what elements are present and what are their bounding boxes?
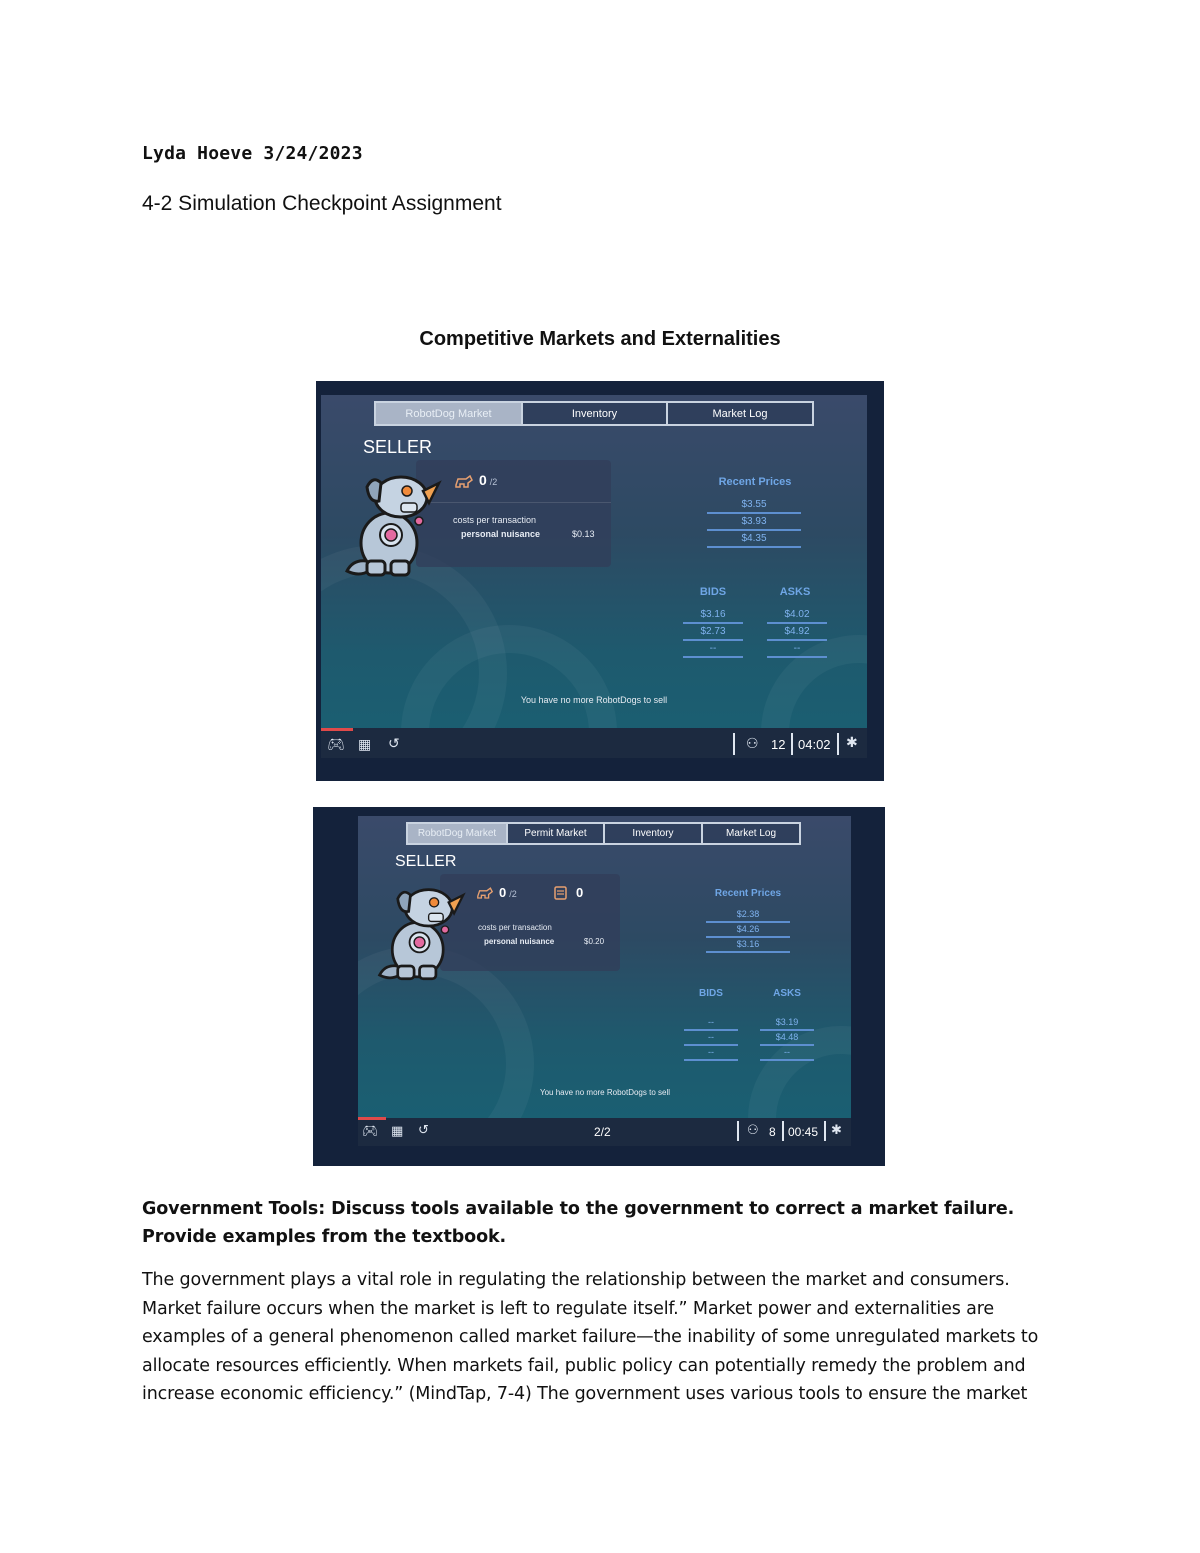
round-progress-bar [358, 1117, 386, 1120]
recent-price-row: $4.26 [706, 924, 790, 938]
permit-count: 0 [576, 885, 584, 900]
ask-row[interactable]: -- [760, 1047, 814, 1061]
tab-robotdog-market[interactable]: RobotDog Market [374, 401, 523, 426]
robotdog-count [479, 472, 497, 488]
bids-label: BIDS [699, 988, 723, 999]
card-divider [416, 502, 611, 503]
round-indicator: 2/2 [594, 1125, 611, 1139]
round-progress-bar [321, 728, 353, 731]
gamepad-icon[interactable]: 🎮︎ [327, 737, 345, 753]
bid-row[interactable]: $2.73 [683, 626, 743, 641]
tab-bar [406, 822, 799, 845]
nuisance-label: personal nuisance [484, 937, 555, 946]
tab-market-log[interactable]: Market Log [701, 822, 801, 845]
nuisance-label: personal nuisance [461, 529, 541, 539]
tab-inventory[interactable]: Inventory [603, 822, 703, 845]
bid-row[interactable]: -- [684, 1047, 738, 1061]
status-message: You have no more RobotDogs to sell [539, 1088, 670, 1097]
ask-row[interactable]: $4.48 [760, 1032, 814, 1046]
simulation-screenshot-1 [316, 381, 884, 781]
bid-row[interactable]: -- [683, 643, 743, 658]
answer-paragraph: The government plays a vital role in regulating the relationship between the market and consumers. Market failure occurs when the market is left to regulate itself.” Market power and externalities are examples of a general phenomenon called market failure—the inability of some unregulated markets to allocate resources efficiently. When markets fail, public policy can potentially remedy the problem and increase economic efficiency.” (MindTap, 7-4) The government uses various tools to ensure the market [142, 1270, 1039, 1404]
history-icon[interactable]: ↺ [388, 736, 400, 752]
robotdog-icon [372, 886, 468, 986]
simulation-screenshot-2 [313, 807, 885, 1166]
bid-row[interactable]: $3.16 [683, 609, 743, 624]
permit-icon [554, 886, 567, 900]
players-icon: ⚇ [747, 1123, 759, 1138]
simulation-screen [358, 816, 851, 1120]
recent-prices-label: Recent Prices [714, 888, 782, 899]
simulation-screen [321, 395, 867, 742]
robotdog-count-value: 0 [479, 472, 487, 488]
participant-count: 8 [769, 1125, 776, 1139]
round-timer: 00:45 [788, 1125, 819, 1139]
robotdog-count [499, 885, 517, 900]
toolbar-separator [837, 733, 839, 755]
market-icon[interactable]: ▦ [391, 1124, 404, 1139]
ask-row[interactable]: $4.92 [767, 626, 827, 641]
document-title: 4-2 Simulation Checkpoint Assignment [142, 192, 502, 215]
author-date-line: Lyda Hoeve 3/24/2023 [142, 143, 363, 164]
status-message: You have no more RobotDogs to sell [520, 695, 668, 705]
ask-row[interactable]: $3.19 [760, 1017, 814, 1031]
round-timer: 04:02 [798, 737, 831, 752]
asks-label: ASKS [779, 586, 811, 598]
ask-row[interactable]: $4.02 [767, 609, 827, 624]
toolbar-separator [782, 1121, 784, 1141]
section-title: Competitive Markets and Externalities [419, 328, 781, 350]
robotdog-count-max: /2 [489, 477, 498, 487]
toolbar-separator [733, 733, 735, 755]
history-icon[interactable]: ↺ [418, 1123, 429, 1138]
bids-label: BIDS [699, 586, 727, 598]
ask-row[interactable]: -- [767, 643, 827, 658]
recent-price-row: $3.55 [707, 499, 801, 514]
seller-info-card [416, 460, 611, 567]
tab-market-log[interactable]: Market Log [666, 401, 814, 426]
robotdog-count-icon [476, 887, 494, 900]
bid-row[interactable]: -- [684, 1017, 738, 1031]
tab-bar [374, 401, 812, 426]
recent-prices-label: Recent Prices [718, 476, 792, 488]
recent-price-row: $3.93 [707, 516, 801, 531]
tab-permit-market[interactable]: Permit Market [506, 822, 605, 845]
question-heading: Government Tools: Discuss tools available to the government to correct a market failure. Provide examples from the textbook. [142, 1199, 1015, 1247]
costs-label: costs per transaction [478, 923, 552, 932]
tab-robotdog-market[interactable]: RobotDog Market [406, 822, 508, 845]
asks-label: ASKS [773, 988, 801, 999]
robotdog-icon [339, 473, 444, 583]
bid-row[interactable]: -- [684, 1032, 738, 1046]
logo-icon: ✱ [831, 1123, 842, 1138]
toolbar-separator [737, 1121, 739, 1141]
robotdog-count-max: /2 [509, 889, 517, 899]
role-label: SELLER [363, 437, 433, 457]
robotdog-count-icon [454, 475, 474, 489]
recent-price-row: $4.35 [707, 533, 801, 548]
recent-price-row: $2.38 [706, 909, 790, 923]
tab-inventory[interactable]: Inventory [521, 401, 668, 426]
nuisance-value: $0.13 [572, 529, 595, 539]
players-icon: ⚇ [746, 736, 759, 752]
role-label: SELLER [395, 853, 457, 870]
recent-price-row: $3.16 [706, 939, 790, 953]
costs-label: costs per transaction [453, 515, 537, 525]
market-icon[interactable]: ▦ [358, 737, 372, 753]
robotdog-count-value: 0 [499, 885, 507, 900]
gamepad-icon[interactable]: 🎮︎ [362, 1124, 379, 1139]
toolbar-separator [791, 733, 793, 755]
logo-icon: ✱ [846, 735, 858, 751]
participant-count: 12 [771, 737, 786, 752]
toolbar-separator [824, 1121, 826, 1141]
nuisance-value: $0.20 [584, 937, 605, 946]
